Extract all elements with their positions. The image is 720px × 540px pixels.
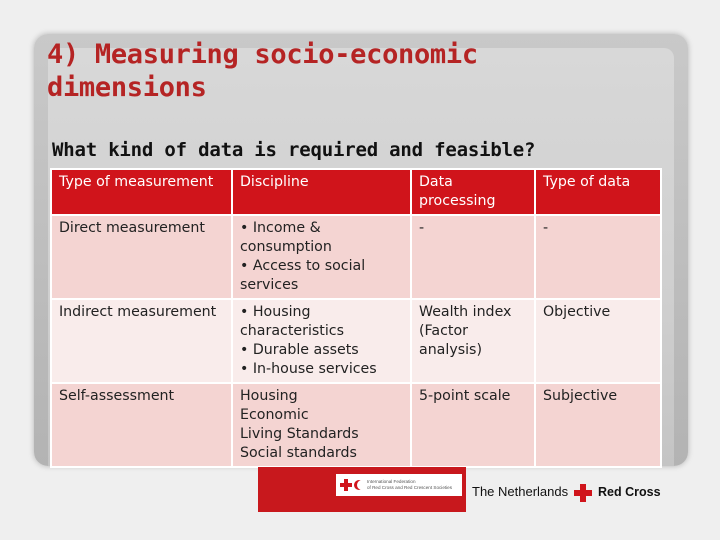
header-type-of-measurement: Type of measurement [51,169,232,215]
red-crescent-icon [354,480,364,490]
table-row [51,215,661,299]
discipline-line: Living Standards [240,426,359,442]
netherlands-label: The Netherlands [472,484,569,499]
discipline-line: Social standards [240,445,357,461]
red-cross-label: Red Cross [598,485,661,499]
cell-type: Self-assessment [51,383,232,467]
header-type-of-data: Type of data [535,169,661,215]
slide-title: 4) Measuring socio-economic dimensions [47,39,478,103]
header-data-processing: Data processing [411,169,535,215]
cell-type: Direct measurement [51,215,232,299]
cell-data-type: - [535,215,661,299]
ifrc-logo [336,474,462,496]
discipline-line: Economic [240,407,309,423]
table-row [51,299,661,383]
discipline-line: • Housing characteristics [240,304,344,339]
cell-discipline [232,299,411,383]
discipline-line: • Durable assets [240,342,359,358]
discipline-line: • Income & consumption [240,220,332,255]
cell-data-type: Subjective [535,383,661,467]
discipline-line: Housing [240,388,298,404]
table-header-row [51,169,661,215]
discipline-line: • In-house services [240,361,377,377]
red-cross-logo-icon [574,484,592,502]
ifrc-text: International Federation of Red Cross and Red Crescent Societies [367,479,453,490]
measurement-table [50,168,662,468]
cell-discipline [232,215,411,299]
table-row [51,383,661,467]
cell-processing: - [411,215,535,299]
cell-processing: Wealth index (Factor analysis) [411,299,535,383]
header-discipline: Discipline [232,169,411,215]
cell-processing: 5-point scale [411,383,535,467]
red-cross-icon [340,479,352,491]
cell-type: Indirect measurement [51,299,232,383]
cell-discipline [232,383,411,467]
slide-subtitle: What kind of data is required and feasible? [52,139,536,161]
discipline-line: • Access to social services [240,258,366,293]
cell-data-type: Objective [535,299,661,383]
